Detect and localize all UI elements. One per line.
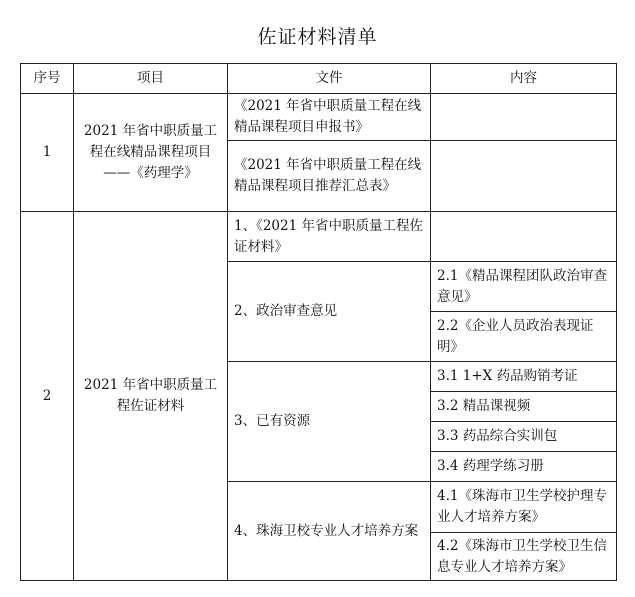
evidence-table (20, 63, 617, 581)
file-cell: 《2021 年省中职质量工程在线精品课程项目申报书》 (228, 94, 431, 141)
content-cell: 2.2《企业人员政治表现证明》 (431, 312, 617, 362)
content-cell: 3.3 药品综合实训包 (431, 422, 617, 452)
row-project-1: 2021 年省中职质量工程在线精品课程项目——《药理学》 (74, 94, 228, 212)
content-cell: 4.1《珠海市卫生学校护理专业人才培养方案》 (431, 482, 617, 533)
file-cell: 《2021 年省中职质量工程在线精品课程项目推荐汇总表》 (228, 141, 431, 212)
file-cell: 3、已有资源 (228, 362, 431, 482)
content-cell: 2.1《精品课程团队政治审查意见》 (431, 262, 617, 312)
file-cell: 1、《2021 年省中职质量工程佐证材料》 (228, 212, 431, 262)
file-cell: 4、珠海卫校专业人才培养方案 (228, 482, 431, 581)
file-cell: 2、政治审查意见 (228, 262, 431, 362)
content-cell: 3.4 药理学练习册 (431, 452, 617, 482)
content-cell-empty (431, 212, 617, 262)
header-seq: 序号 (21, 64, 74, 94)
row-seq-1: 1 (21, 94, 74, 212)
table-header-row (21, 64, 617, 94)
content-cell: 3.1 1+X 药品购销考证 (431, 362, 617, 392)
content-cell-empty (431, 94, 617, 141)
page-title: 佐证材料清单 (257, 26, 378, 48)
header-file: 文件 (228, 64, 431, 94)
header-project: 项目 (74, 64, 228, 94)
table-row (21, 212, 617, 262)
table-row (21, 94, 617, 141)
content-cell: 4.2《珠海市卫生学校卫生信息专业人才培养方案》 (431, 533, 617, 581)
row-project-2: 2021 年省中职质量工程佐证材料 (74, 212, 228, 581)
content-cell-empty (431, 141, 617, 212)
header-content: 内容 (431, 64, 617, 94)
content-cell: 3.2 精品课视频 (431, 392, 617, 422)
row-seq-2: 2 (21, 212, 74, 581)
